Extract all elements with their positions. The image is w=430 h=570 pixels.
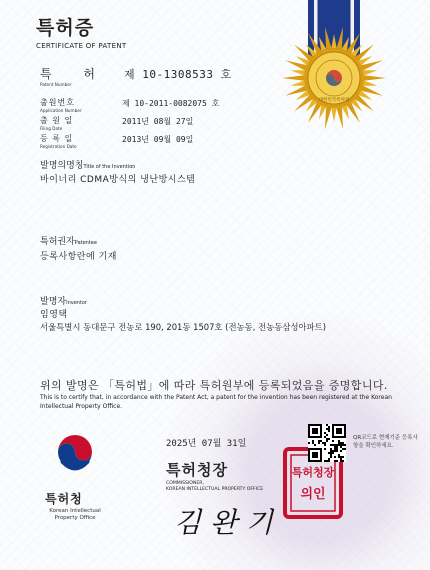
- invention-title-label-ko: 발명의명칭: [40, 161, 84, 171]
- certification-statement-en: This is to certify that, in accordance with the Patent Act, a patent for the invention has been registered at the Korean Intellectual Property Office.: [40, 394, 392, 410]
- office-name-en-line2: Property Office: [54, 515, 96, 521]
- inventor-label: [40, 294, 87, 307]
- patentee-label: [40, 234, 97, 247]
- seal-text-line1: 특허청장: [291, 466, 335, 479]
- qr-instruction-text: QR코드로 현재기준 등록사항을 확인하세요.: [353, 435, 418, 449]
- qr-code-icon[interactable]: [308, 424, 346, 462]
- commissioner-signature: [170, 500, 290, 546]
- office-name-en-line1: Korean Intellectual: [49, 508, 101, 514]
- patent-number-label: 특 허: [40, 67, 109, 81]
- patentee-label-en: Patentee: [74, 240, 97, 246]
- filing-date-label: 출 원 일: [40, 116, 74, 125]
- patentee-label-ko: 특허권자: [40, 237, 75, 247]
- gold-medal-seal: [278, 22, 390, 138]
- registration-date-label-en: Registration Date: [40, 144, 77, 149]
- registration-date-label: 등 록 일: [40, 134, 74, 143]
- application-number-value: 제 10-2011-0082075 호: [122, 99, 220, 108]
- certificate-title-en: CERTIFICATE OF PATENT: [36, 42, 127, 50]
- medal-text: 대한민국특허청: [318, 98, 350, 103]
- inventor-label-ko: 발명자: [40, 297, 67, 307]
- commissioner-title: 특허청장: [166, 461, 228, 479]
- commissioner-title-en-line2: KOREAN INTELLECTUAL PROPERTY OFFICE: [166, 487, 264, 492]
- certification-statement-ko: 위의 발명은 「특허법」에 따라 특허원부에 등록되었음을 증명합니다.: [40, 379, 388, 392]
- application-number-label: 출원번호: [40, 98, 75, 107]
- commissioner-title-en: [166, 481, 263, 493]
- kipo-emblem-icon: [52, 432, 98, 482]
- patentee-value: 등록사항란에 기재: [40, 252, 117, 262]
- application-number-label-en: Application Number: [40, 108, 82, 113]
- commissioner-title-en-line1: COMMISSIONER,: [166, 481, 204, 486]
- office-name: 특허청: [45, 492, 83, 506]
- filing-date-value: 2011년 08월 27일: [122, 117, 194, 126]
- inventor-name: 임영택: [40, 310, 68, 320]
- issue-date: 2025년 07월 31일: [166, 439, 247, 449]
- patent-number-label-en: Patent Number: [40, 82, 72, 87]
- certificate-title: 특허증: [36, 17, 95, 39]
- office-name-en: [40, 508, 110, 522]
- inventor-label-en: Inventor: [66, 300, 88, 306]
- invention-title-label-en: Title of the Invention: [83, 164, 136, 170]
- filing-date-label-en: Filing Date: [40, 126, 63, 131]
- patent-number-value: 제 10-1308533 호: [124, 68, 232, 81]
- registration-date-value: 2013년 09월 09일: [122, 135, 194, 144]
- signature-text: 김 완 기: [174, 506, 273, 539]
- invention-title-label: [40, 158, 135, 171]
- seal-text-line2: 의인: [300, 487, 326, 502]
- inventor-address: 서울특별시 동대문구 전농로 190, 201동 1507호 (전농동, 전농동삼성아파트): [40, 322, 327, 332]
- invention-title-value: 바이너리 CDMA방식의 냉난방시스템: [40, 175, 196, 185]
